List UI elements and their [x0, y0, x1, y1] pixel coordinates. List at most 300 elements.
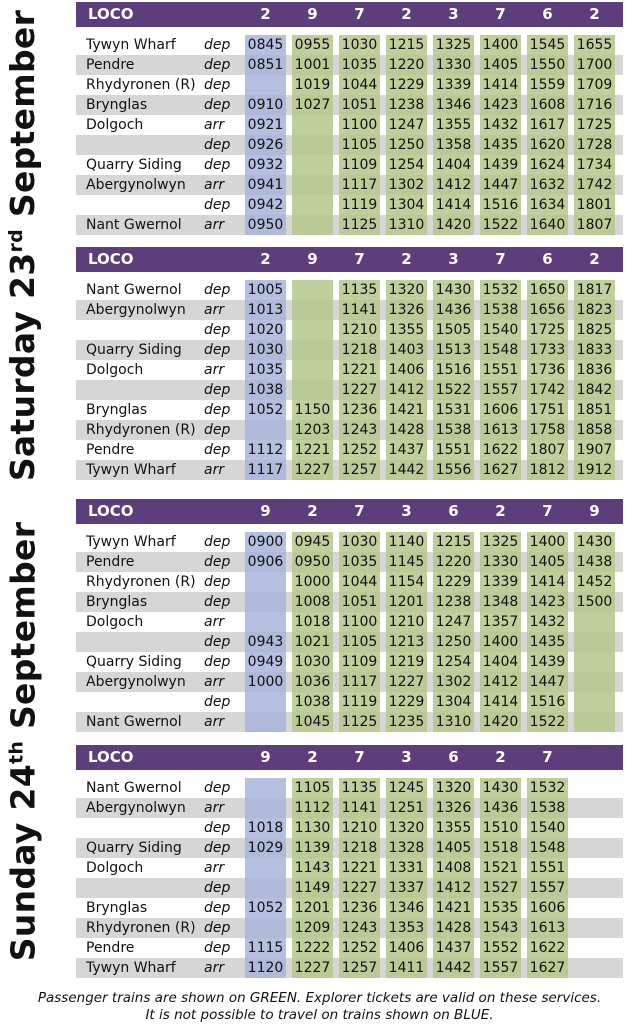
departure-time: 1538: [529, 800, 566, 816]
departure-time: 1552: [482, 940, 519, 956]
departure-time: 0906: [247, 554, 284, 570]
sunday-day-text: Sunday 24: [3, 763, 43, 961]
loco-label: LOCO: [88, 502, 134, 520]
departure-time: 1250: [388, 137, 425, 153]
departure-time: 1141: [341, 800, 378, 816]
departure-time: 1247: [388, 117, 425, 133]
arr-dep-marker: dep: [204, 840, 231, 856]
departure-time: 1510: [482, 820, 519, 836]
departure-time: 1302: [388, 177, 425, 193]
loco-number: 7: [354, 502, 365, 520]
loco-number: 9: [260, 502, 271, 520]
departure-time: 1250: [435, 634, 472, 650]
departure-time: 1516: [529, 694, 566, 710]
departure-time: 1355: [435, 117, 472, 133]
departure-time: 1423: [482, 97, 519, 113]
arr-dep-marker: dep: [204, 780, 231, 796]
departure-time: 1655: [576, 37, 613, 53]
departure-time: 1432: [529, 614, 566, 630]
table-row: [76, 215, 623, 235]
saturday-label: [0, 0, 46, 490]
arr-dep-marker: dep: [204, 382, 231, 398]
departure-time: 0943: [247, 634, 284, 650]
departure-time: 0955: [294, 37, 331, 53]
departure-time: 1408: [435, 860, 472, 876]
departure-time: 1252: [341, 442, 378, 458]
departure-time: 1201: [388, 594, 425, 610]
arr-dep-marker: arr: [204, 462, 225, 478]
departure-time: 1437: [388, 442, 425, 458]
departure-time: 1105: [341, 137, 378, 153]
departure-time: 1221: [341, 860, 378, 876]
station-name: Rhydyronen (R): [86, 422, 196, 438]
departure-time: 1045: [294, 714, 331, 730]
departure-time: 1222: [294, 940, 331, 956]
arr-dep-marker: dep: [204, 57, 231, 73]
departure-time: 1421: [388, 402, 425, 418]
table-row: [76, 878, 623, 898]
departure-time: 1227: [294, 960, 331, 976]
table-row: [76, 95, 623, 115]
departure-time: 1008: [294, 594, 331, 610]
departure-time: 1559: [529, 77, 566, 93]
arr-dep-marker: dep: [204, 197, 231, 213]
departure-time: 1513: [435, 342, 472, 358]
loco-number: 7: [542, 748, 553, 766]
departure-time: 1346: [388, 900, 425, 916]
departure-time: 1238: [388, 97, 425, 113]
departure-time: 1213: [388, 634, 425, 650]
departure-time: 1412: [435, 880, 472, 896]
departure-time: 1019: [294, 77, 331, 93]
departure-time: 1229: [435, 574, 472, 590]
departure-time: 1516: [435, 362, 472, 378]
departure-time: 1437: [435, 940, 472, 956]
departure-time: 1021: [294, 634, 331, 650]
departure-time: 1400: [529, 534, 566, 550]
arr-dep-marker: dep: [204, 137, 231, 153]
departure-time: 1500: [576, 594, 613, 610]
loco-header: [76, 745, 623, 770]
table-row: [76, 340, 623, 360]
departure-time: 1405: [482, 57, 519, 73]
table-row: [76, 75, 623, 95]
station-name: Brynglas: [86, 402, 148, 418]
station-name: Tywyn Wharf: [86, 534, 176, 550]
footer-line-1: Passenger trains are shown on GREEN. Explorer tickets are valid on these services.: [37, 990, 602, 1006]
timetable-sunday-up: [76, 499, 623, 732]
departure-time: 1140: [388, 534, 425, 550]
departure-time: 1556: [435, 462, 472, 478]
table-row: [76, 818, 623, 838]
loco-number: 2: [495, 748, 506, 766]
station-name: Dolgoch: [86, 614, 144, 630]
station-name: Nant Gwernol: [86, 714, 182, 730]
departure-time: 1348: [482, 594, 519, 610]
departure-time: 1447: [529, 674, 566, 690]
departure-time: 1423: [529, 594, 566, 610]
departure-time: 1304: [435, 694, 472, 710]
departure-time: 1000: [247, 674, 284, 690]
departure-time: 1758: [529, 422, 566, 438]
departure-time: 1532: [482, 282, 519, 298]
departure-time: 1543: [482, 920, 519, 936]
departure-time: 1736: [529, 362, 566, 378]
departure-time: 1358: [435, 137, 472, 153]
departure-time: 1430: [435, 282, 472, 298]
departure-time: 0950: [247, 217, 284, 233]
departure-time: 1807: [529, 442, 566, 458]
departure-time: 1436: [482, 800, 519, 816]
departure-time: 1622: [529, 940, 566, 956]
departure-time: 1320: [435, 780, 472, 796]
departure-time: 1807: [576, 217, 613, 233]
table-row: [76, 592, 623, 612]
loco-number: 3: [448, 5, 459, 23]
departure-time: 1836: [576, 362, 613, 378]
departure-time: 1518: [482, 840, 519, 856]
departure-time: 1606: [482, 402, 519, 418]
loco-number: 9: [589, 502, 600, 520]
departure-time: 1725: [576, 117, 613, 133]
departure-time: 1538: [435, 422, 472, 438]
departure-time: 1420: [482, 714, 519, 730]
departure-time: 1521: [482, 860, 519, 876]
loco-number: 2: [307, 748, 318, 766]
loco-number: 3: [401, 748, 412, 766]
departure-time: 0851: [247, 57, 284, 73]
departure-time: 1051: [341, 97, 378, 113]
departure-time: 1447: [482, 177, 519, 193]
loco-number: 2: [589, 250, 600, 268]
table-row: [76, 958, 623, 978]
departure-time: 1117: [247, 462, 284, 478]
departure-time: 1842: [576, 382, 613, 398]
departure-time: 1220: [388, 57, 425, 73]
departure-time: 1532: [529, 780, 566, 796]
departure-time: 1414: [435, 197, 472, 213]
arr-dep-marker: dep: [204, 77, 231, 93]
departure-time: 1339: [435, 77, 472, 93]
departure-time: 1100: [341, 117, 378, 133]
departure-time: 0941: [247, 177, 284, 193]
station-name: Pendre: [86, 442, 135, 458]
station-name: Rhydyronen (R): [86, 920, 196, 936]
loco-number: 7: [542, 502, 553, 520]
departure-time: 1522: [435, 382, 472, 398]
departure-time: 1141: [341, 302, 378, 318]
table-row: [76, 175, 623, 195]
arr-dep-marker: dep: [204, 402, 231, 418]
departure-time: 1038: [247, 382, 284, 398]
departure-time: 1038: [294, 694, 331, 710]
table-row: [76, 712, 623, 732]
departure-time: 0845: [247, 37, 284, 53]
departure-time: 1117: [341, 674, 378, 690]
arr-dep-marker: dep: [204, 157, 231, 173]
departure-time: 1000: [294, 574, 331, 590]
departure-time: 1227: [294, 462, 331, 478]
arr-dep-marker: dep: [204, 900, 231, 916]
departure-time: 1320: [388, 282, 425, 298]
departure-time: 1035: [341, 554, 378, 570]
departure-time: 1557: [529, 880, 566, 896]
departure-time: 1052: [247, 402, 284, 418]
departure-time: 1330: [435, 57, 472, 73]
departure-time: 1405: [529, 554, 566, 570]
departure-time: 1326: [388, 302, 425, 318]
departure-time: 1632: [529, 177, 566, 193]
arr-dep-marker: arr: [204, 800, 225, 816]
departure-time: 1325: [482, 534, 519, 550]
arr-dep-marker: arr: [204, 860, 225, 876]
departure-time: 1851: [576, 402, 613, 418]
departure-time: 1400: [482, 37, 519, 53]
departure-time: 1551: [435, 442, 472, 458]
departure-time: 1627: [482, 462, 519, 478]
departure-time: 1005: [247, 282, 284, 298]
arr-dep-marker: arr: [204, 362, 225, 378]
station-name: Pendre: [86, 57, 135, 73]
departure-time: 1709: [576, 77, 613, 93]
loco-label: LOCO: [88, 250, 134, 268]
departure-time: 1125: [341, 217, 378, 233]
departure-time: 1550: [529, 57, 566, 73]
departure-time: 1435: [529, 634, 566, 650]
loco-header: [76, 247, 623, 272]
departure-time: 1606: [529, 900, 566, 916]
table-row: [76, 692, 623, 712]
departure-time: 1018: [294, 614, 331, 630]
departure-time: 1331: [388, 860, 425, 876]
departure-time: 1247: [435, 614, 472, 630]
arr-dep-marker: dep: [204, 820, 231, 836]
station-name: Brynglas: [86, 594, 148, 610]
station-name: Dolgoch: [86, 117, 144, 133]
table-row: [76, 55, 623, 75]
station-name: Abergynolwyn: [86, 177, 186, 193]
loco-header: [76, 2, 623, 27]
departure-time: 1139: [294, 840, 331, 856]
departure-time: 1030: [247, 342, 284, 358]
departure-time: 1414: [482, 694, 519, 710]
departure-time: 0932: [247, 157, 284, 173]
departure-time: 1112: [294, 800, 331, 816]
departure-time: 1236: [341, 402, 378, 418]
departure-time: 0942: [247, 197, 284, 213]
departure-time: 1557: [482, 960, 519, 976]
loco-number: 9: [260, 748, 271, 766]
departure-time: 1742: [529, 382, 566, 398]
departure-time: 1229: [388, 694, 425, 710]
table-row: [76, 612, 623, 632]
departure-time: 1505: [435, 322, 472, 338]
loco-number: 3: [448, 250, 459, 268]
departure-time: 1613: [482, 422, 519, 438]
loco-number: 7: [495, 250, 506, 268]
departure-time: 1221: [341, 362, 378, 378]
departure-time: 1219: [388, 654, 425, 670]
arr-dep-marker: dep: [204, 940, 231, 956]
departure-time: 1109: [341, 157, 378, 173]
table-row: [76, 652, 623, 672]
loco-number: 7: [354, 250, 365, 268]
departure-time: 1400: [482, 634, 519, 650]
loco-number: 2: [307, 502, 318, 520]
departure-time: 1135: [341, 780, 378, 796]
departure-time: 1135: [341, 282, 378, 298]
departure-time: 1412: [482, 674, 519, 690]
departure-time: 1650: [529, 282, 566, 298]
station-name: Tywyn Wharf: [86, 960, 176, 976]
departure-time: 1029: [247, 840, 284, 856]
departure-time: 1406: [388, 362, 425, 378]
departure-time: 1438: [576, 554, 613, 570]
departure-time: 1622: [482, 442, 519, 458]
departure-time: 1627: [529, 960, 566, 976]
station-name: Dolgoch: [86, 362, 144, 378]
departure-time: 1252: [341, 940, 378, 956]
departure-time: 1310: [388, 217, 425, 233]
saturday-ordinal: rd: [5, 228, 28, 252]
departure-time: 1357: [482, 614, 519, 630]
departure-time: 1115: [247, 940, 284, 956]
loco-number: 7: [495, 5, 506, 23]
table-row: [76, 938, 623, 958]
table-row: [76, 380, 623, 400]
departure-time: 1257: [341, 462, 378, 478]
arr-dep-marker: dep: [204, 634, 231, 650]
departure-time: 1833: [576, 342, 613, 358]
departure-time: 1812: [529, 462, 566, 478]
departure-time: 1210: [341, 820, 378, 836]
departure-time: 1210: [388, 614, 425, 630]
departure-time: 1540: [482, 322, 519, 338]
departure-time: 1044: [341, 574, 378, 590]
departure-time: 1215: [388, 37, 425, 53]
loco-number: 6: [542, 5, 553, 23]
departure-time: 1310: [435, 714, 472, 730]
station-name: Tywyn Wharf: [86, 37, 176, 53]
departure-time: 1405: [435, 840, 472, 856]
arr-dep-marker: dep: [204, 322, 231, 338]
arr-dep-marker: dep: [204, 880, 231, 896]
loco-number: 2: [589, 5, 600, 23]
departure-time: 1328: [388, 840, 425, 856]
station-name: Abergynolwyn: [86, 674, 186, 690]
arr-dep-marker: dep: [204, 920, 231, 936]
station-name: Abergynolwyn: [86, 302, 186, 318]
departure-time: 1428: [435, 920, 472, 936]
table-row: [76, 320, 623, 340]
departure-time: 1145: [388, 554, 425, 570]
departure-time: 1036: [294, 674, 331, 690]
departure-time: 1001: [294, 57, 331, 73]
departure-time: 1210: [341, 322, 378, 338]
departure-time: 1430: [482, 780, 519, 796]
loco-number: 9: [307, 5, 318, 23]
departure-time: 1105: [341, 634, 378, 650]
departure-time: 1027: [294, 97, 331, 113]
departure-time: 1030: [341, 37, 378, 53]
departure-time: 1907: [576, 442, 613, 458]
departure-time: 1355: [435, 820, 472, 836]
departure-time: 1801: [576, 197, 613, 213]
departure-time: 1035: [247, 362, 284, 378]
departure-time: 1414: [529, 574, 566, 590]
station-name: Brynglas: [86, 97, 148, 113]
departure-time: 1624: [529, 157, 566, 173]
loco-number: 7: [354, 5, 365, 23]
departure-time: 1119: [341, 197, 378, 213]
table-row: [76, 672, 623, 692]
departure-time: 1858: [576, 422, 613, 438]
loco-number: 3: [401, 502, 412, 520]
departure-time: 1613: [529, 920, 566, 936]
departure-time: 1608: [529, 97, 566, 113]
departure-time: 1020: [247, 322, 284, 338]
table-row: [76, 798, 623, 818]
saturday-day-text: Saturday 23: [3, 251, 43, 481]
station-name: Pendre: [86, 940, 135, 956]
departure-time: 1229: [388, 77, 425, 93]
departure-time: 1557: [482, 382, 519, 398]
departure-time: 1044: [341, 77, 378, 93]
timetable-saturday-down: [76, 247, 623, 480]
departure-time: 1825: [576, 322, 613, 338]
departure-time: 1330: [482, 554, 519, 570]
departure-time: 1035: [341, 57, 378, 73]
departure-time: 1052: [247, 900, 284, 916]
departure-time: 1522: [529, 714, 566, 730]
departure-time: 1109: [341, 654, 378, 670]
station-name: Nant Gwernol: [86, 217, 182, 233]
timetable-rows: [76, 532, 623, 732]
arr-dep-marker: arr: [204, 117, 225, 133]
loco-label: LOCO: [88, 5, 134, 23]
departure-time: 1018: [247, 820, 284, 836]
departure-time: 1403: [388, 342, 425, 358]
arr-dep-marker: dep: [204, 97, 231, 113]
loco-number: 2: [401, 250, 412, 268]
departure-time: 1420: [435, 217, 472, 233]
departure-time: 1326: [435, 800, 472, 816]
arr-dep-marker: dep: [204, 654, 231, 670]
departure-time: 1406: [388, 940, 425, 956]
departure-time: 1320: [388, 820, 425, 836]
departure-time: 1337: [388, 880, 425, 896]
departure-time: 1430: [576, 534, 613, 550]
departure-time: 1215: [435, 534, 472, 550]
departure-time: 1030: [294, 654, 331, 670]
departure-time: 1243: [341, 422, 378, 438]
loco-number: 6: [448, 748, 459, 766]
departure-time: 1439: [482, 157, 519, 173]
station-name: Quarry Siding: [86, 342, 182, 358]
departure-time: 1339: [482, 574, 519, 590]
departure-time: 1238: [435, 594, 472, 610]
timetable-saturday-up: [76, 2, 623, 235]
table-row: [76, 420, 623, 440]
departure-time: 1435: [482, 137, 519, 153]
departure-time: 1640: [529, 217, 566, 233]
departure-time: 1751: [529, 402, 566, 418]
departure-time: 1531: [435, 402, 472, 418]
departure-time: 1432: [482, 117, 519, 133]
departure-time: 1535: [482, 900, 519, 916]
departure-time: 1545: [529, 37, 566, 53]
departure-time: 0921: [247, 117, 284, 133]
